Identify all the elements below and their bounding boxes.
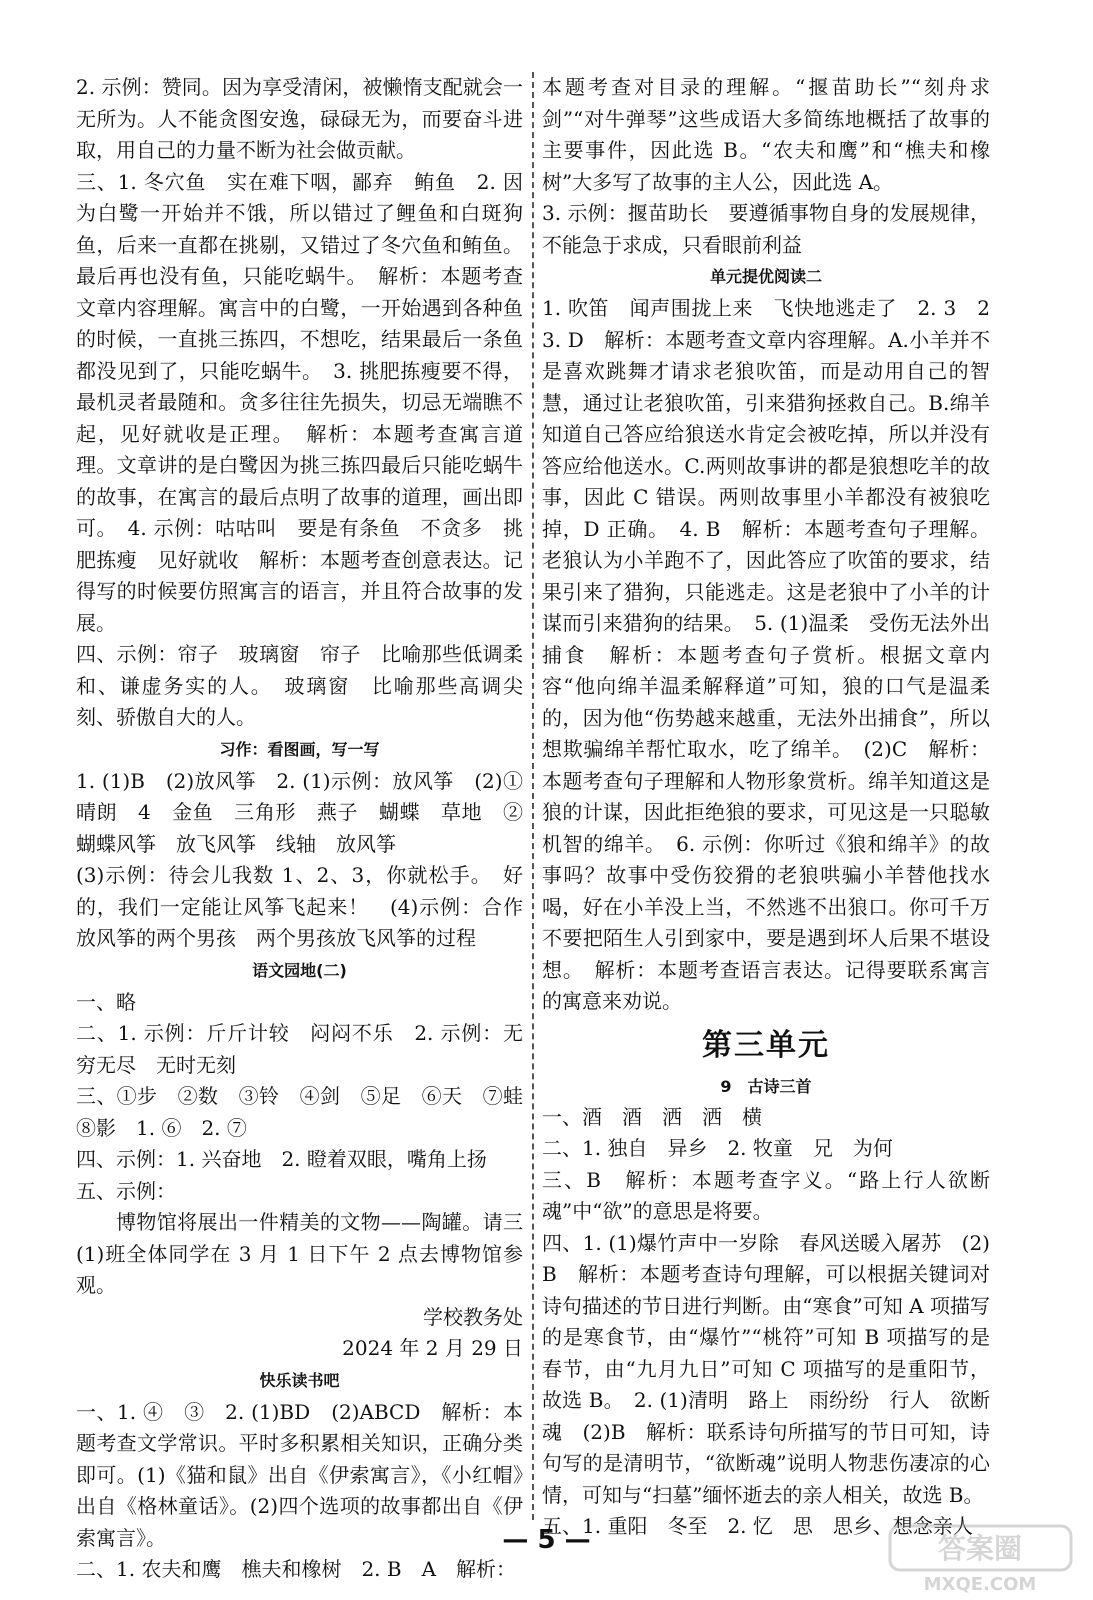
svg-text:MXQE.COM: MXQE.COM bbox=[923, 1574, 1037, 1594]
watermark-logo bbox=[888, 1524, 1073, 1594]
answer-paragraph: 1. 吹笛 闻声围拢上来 飞快地逃走了 2. 3 2 3. D 解析：本题考查文章内容理解。A.小羊并不是喜欢跳舞才请求老狼吹笛，而是动用自己的智慧，通过让老狼吹笛，引来猎狗拯救自己。B.绵羊知道自己答应给狼送水肯定会被吃掉，所以并没有答应给他送水。C.两则故事讲的都是狼想吃羊的故事，因此 C 错误。两则故事里小羊都没有被狼吃掉，D 正确。 4. B 解析：本题考查句子理解。老狼认为小羊跑不了，因此答应了吹笛的要求，结果引来了猎狗，只能逃走。这是老狼中了小羊的计谋而引来猎狗的结果。 5. (1)温柔 受伤无法外出捕食 解析：本题考查句子赏析。根据文章内容“他向绵羊温柔解释道”可知，狼的口气是温柔的，因为他“伤势越来越重，无法外出捕食”，所以想欺骗绵羊帮忙取水，吃了绵羊。 (2)C 解析：本题考查句子理解和人物形象赏析。绵羊知道这是狼的计谋，因此拒绝狼的要求，可见这是一只聪敏机智的绵羊。 6. 示例：你听过《狼和绵羊》的故事吗？故事中受伤狡猾的老狼哄骗小羊替他找水喝，好在小羊没上当，不然逃不出狼口。你可千万不要把陌生人引到家中，要是遇到坏人后果不堪设想。 解析：本题考查语言表达。记得要联系寓言的寓意来劝说。 bbox=[542, 296, 1010, 1013]
lesson-heading: 9 古诗三首 bbox=[720, 1076, 812, 1096]
answer-paragraph: 五、1. 重阳 冬至 2. 忆 思 思乡、想念亲人 bbox=[542, 1514, 973, 1538]
answer-paragraph: 二、1. 农夫和鹰 樵夫和橡树 2. B A 解析： bbox=[76, 1557, 517, 1581]
signature-line: 2024 年 2 月 29 日 bbox=[342, 1336, 523, 1360]
page-number: — 5 — bbox=[502, 1525, 591, 1555]
unit-heading: 第三单元 bbox=[702, 1027, 830, 1063]
answer-paragraph: 二、1. 独自 异乡 2. 牧童 兄 为何 bbox=[542, 1136, 893, 1160]
answer-paragraph: 一、略 bbox=[76, 989, 136, 1014]
answer-paragraph: 三、①步 ②数 ③铃 ④剑 ⑤足 ⑥天 ⑦蛙 ⑧影 1. ⑥ 2. ⑦ bbox=[76, 1084, 543, 1140]
left-column bbox=[76, 72, 543, 1586]
section-heading: 习作：看图画，写一写 bbox=[219, 739, 380, 759]
answer-paragraph: 三、1. 冬穴鱼 实在难下咽，鄙弃 鲔鱼 2. 因为白鹭一开始并不饿，所以错过了鲤鱼和白斑狗鱼，后来一直都在挑剔，又错过了冬穴鱼和鲔鱼。最后再也没有鱼，只能吃蜗牛。 解析：本题考查文章内容理解。寓言中的白鹭，一开始遇到各种鱼的时候，一直挑三拣四，不想吃，结果最后一条鱼都没见到了，只能吃蜗牛。 3. 挑肥拣瘦要不得，最机灵者最随和。贪多往往先损失，切忌无端瞧不起，见好就收是正理。 解析：本题考查寓言道理。文章讲的是白鹭因为挑三拣四最后只能吃蜗牛的故事，在寓言的最后点明了故事的道理，画出即可。 4. 示例：咕咕叫 要是有条鱼 不贪多 挑肥拣瘦 见好就收 解析：本题考查创意表达。记得写的时候要仿照寓言的语言，并且符合故事的发展。 bbox=[76, 169, 523, 635]
answer-paragraph: 五、示例： bbox=[76, 1178, 176, 1203]
answer-paragraph: 二、1. 示例：斤斤计较 闷闷不乐 2. 示例：无穷无尽 无时无刻 bbox=[76, 1021, 523, 1077]
right-column bbox=[542, 72, 1010, 1543]
answer-paragraph: 三、B 解析：本题考查字义。“路上行人欲断魂”中“欲”的意思是将要。 bbox=[542, 1167, 990, 1223]
signature-line: 学校教务处 bbox=[423, 1304, 523, 1329]
column-divider bbox=[532, 72, 534, 1520]
section-heading: 语文园地(二) bbox=[252, 960, 347, 980]
answer-paragraph: 四、示例：帘子 玻璃窗 帘子 比喻那些低调柔和、谦虚务实的人。 玻璃窗 比喻那些高调尖刻、骄傲自大的人。 bbox=[76, 642, 523, 729]
answer-paragraph: 本题考查对目录的理解。“揠苗助长”“刻舟求剑”“对牛弹琴”这些成语大多简练地概括了故事的主要事件，因此选 B。“农夫和鹰”和“樵夫和橡树”大多写了故事的主人公，因此选 A。 bbox=[542, 75, 990, 194]
section-heading: 快乐读书吧 bbox=[259, 1370, 340, 1390]
answer-paragraph: (3)示例：待会儿我数 1、2、3，你就松手。 好的，我们一定能让风筝飞起来！ (4)示例：合作放风筝的两个男孩 两个男孩放飞风筝的过程 bbox=[76, 863, 523, 950]
section-heading: 单元提优阅读二 bbox=[709, 267, 822, 286]
answer-paragraph: 博物馆将展出一件精美的文物——陶罐。请三(1)班全体同学在 3 月 1 日下午 2 点去博物馆参观。 bbox=[76, 1210, 523, 1297]
answer-paragraph: 四、示例：1. 兴奋地 2. 瞪着双眼，嘴角上扬 bbox=[76, 1147, 487, 1171]
answer-paragraph: 一、1. ④ ③ 2. (1)BD (2)ABCD 解析：本题考查文学常识。平时多积累相关知识，正确分类即可。(1)《猫和鼠》出自《伊索寓言》，《小红帽》出自《格林童话》。(2)四个选项的故事都出自《伊索寓言》。 bbox=[76, 1399, 523, 1550]
answer-paragraph: 3. 示例：揠苗助长 要遵循事物自身的发展规律，不能急于求成，只看眼前利益 bbox=[542, 201, 990, 257]
answer-paragraph: 一、酒 酒 洒 洒 横 bbox=[542, 1104, 762, 1129]
answer-paragraph: 1. (1)B (2)放风筝 2. (1)示例：放风筝 (2)①晴朗 4 金鱼 三角形 燕子 蝴蝶 草地 ②蝴蝶风筝 放飞风筝 线轴 放风筝 bbox=[76, 768, 523, 856]
svg-text:答案圈: 答案圈 bbox=[937, 1532, 1023, 1565]
answer-paragraph: 四、1. (1)爆竹声中一岁除 春风送暖入屠苏 (2)B 解析：本题考查诗句理解，可以根据关键词对诗句描述的节日进行判断。由“寒食”可知 A 项描写的是寒食节，由“爆竹”“桃符”可知 B 项描写的是春节，由“九月九日”可知 C 项描写的是重阳节，故选 B。 2. (1)清明 路上 雨纷纷 行人 欲断魂 (2)B 解析：联系诗句所描写的节日可知，诗句写的是清明节，“欲断魂”说明人物悲伤凄凉的心情，可知与“扫墓”缅怀逝去的亲人相关，故选 B。 bbox=[542, 1230, 990, 1507]
answer-paragraph: 2. 示例：赞同。因为享受清闲，被懒惰支配就会一无所为。人不能贪图安逸，碌碌无为，而要奋斗进取，用自己的力量不断为社会做贡献。 bbox=[76, 75, 523, 162]
